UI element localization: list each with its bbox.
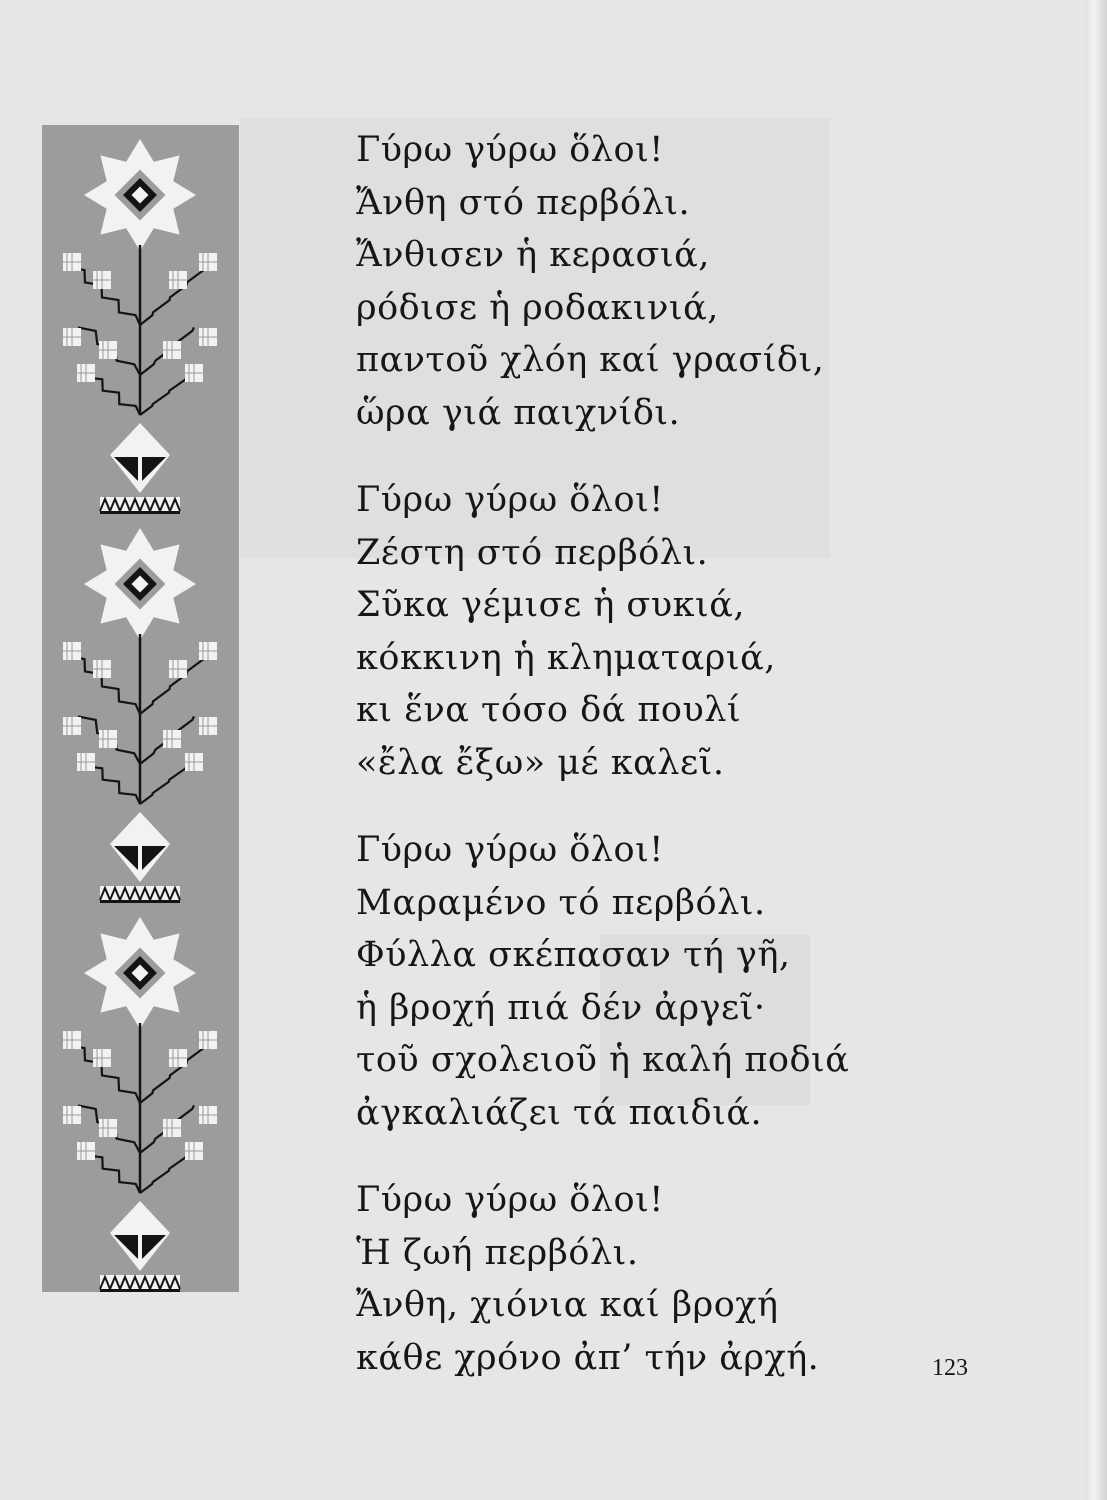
flower-motif <box>63 528 217 903</box>
poem-line: Γύρω γύρω ὅλοι! <box>356 1180 664 1220</box>
poem-stanza <box>356 474 876 789</box>
page-number: 123 <box>932 1355 968 1381</box>
poem-stanza <box>356 124 876 439</box>
poem-line: Ζέστη στό περβόλι. <box>356 532 709 573</box>
poem-line: κι ἕνα τόσο δά πουλί <box>356 690 742 730</box>
poem-line: «ἔλα ἔξω» μέ καλεῖ. <box>356 742 725 783</box>
poem-stanza <box>356 1174 876 1384</box>
poem-line: Γύρω γύρω ὅλοι! <box>356 830 664 870</box>
poem-line: Φύλλα σκέπασαν τή γῆ, <box>356 935 791 975</box>
poem-line: Γύρω γύρω ὅλοι! <box>356 480 664 520</box>
page-edge <box>1085 0 1107 1500</box>
poem <box>356 124 876 1419</box>
poem-line: Ἄνθη στό περβόλι. <box>356 182 691 223</box>
poem-line: Σῦκα γέμισε ἡ συκιά, <box>356 585 745 625</box>
poem-line: κάθε χρόνο ἀπ’ τήν ἀρχή. <box>356 1337 820 1378</box>
poem-line: Ἡ ζωή περβόλι. <box>356 1232 639 1273</box>
poem-line: ἀγκαλιάζει τά παιδιά. <box>356 1092 763 1133</box>
embroidered-flower-border-icon <box>42 125 239 1292</box>
flower-motif <box>63 917 217 1292</box>
flower-motif <box>63 139 217 514</box>
poem-line: ἡ βροχή πιά δέν ἀργεῖ· <box>356 987 766 1028</box>
poem-line: ρόδισε ἡ ροδακινιά, <box>356 287 719 328</box>
poem-line: Ἄνθισεν ἡ κερασιά, <box>356 235 710 275</box>
poem-line: Μαραμένο τό περβόλι. <box>356 882 766 923</box>
poem-line: κόκκινη ἡ κληματαριά, <box>356 637 776 678</box>
poem-line: παντοῦ χλόη καί γρασίδι, <box>356 340 825 380</box>
poem-line: ὥρα γιά παιχνίδι. <box>356 392 681 433</box>
poem-line: Ἄνθη, χιόνια καί βροχή <box>356 1285 779 1325</box>
poem-line: Γύρω γύρω ὅλοι! <box>356 130 664 170</box>
poem-line: τοῦ σχολειοῦ ἡ καλή ποδιά <box>356 1040 850 1080</box>
poem-stanza <box>356 824 876 1139</box>
